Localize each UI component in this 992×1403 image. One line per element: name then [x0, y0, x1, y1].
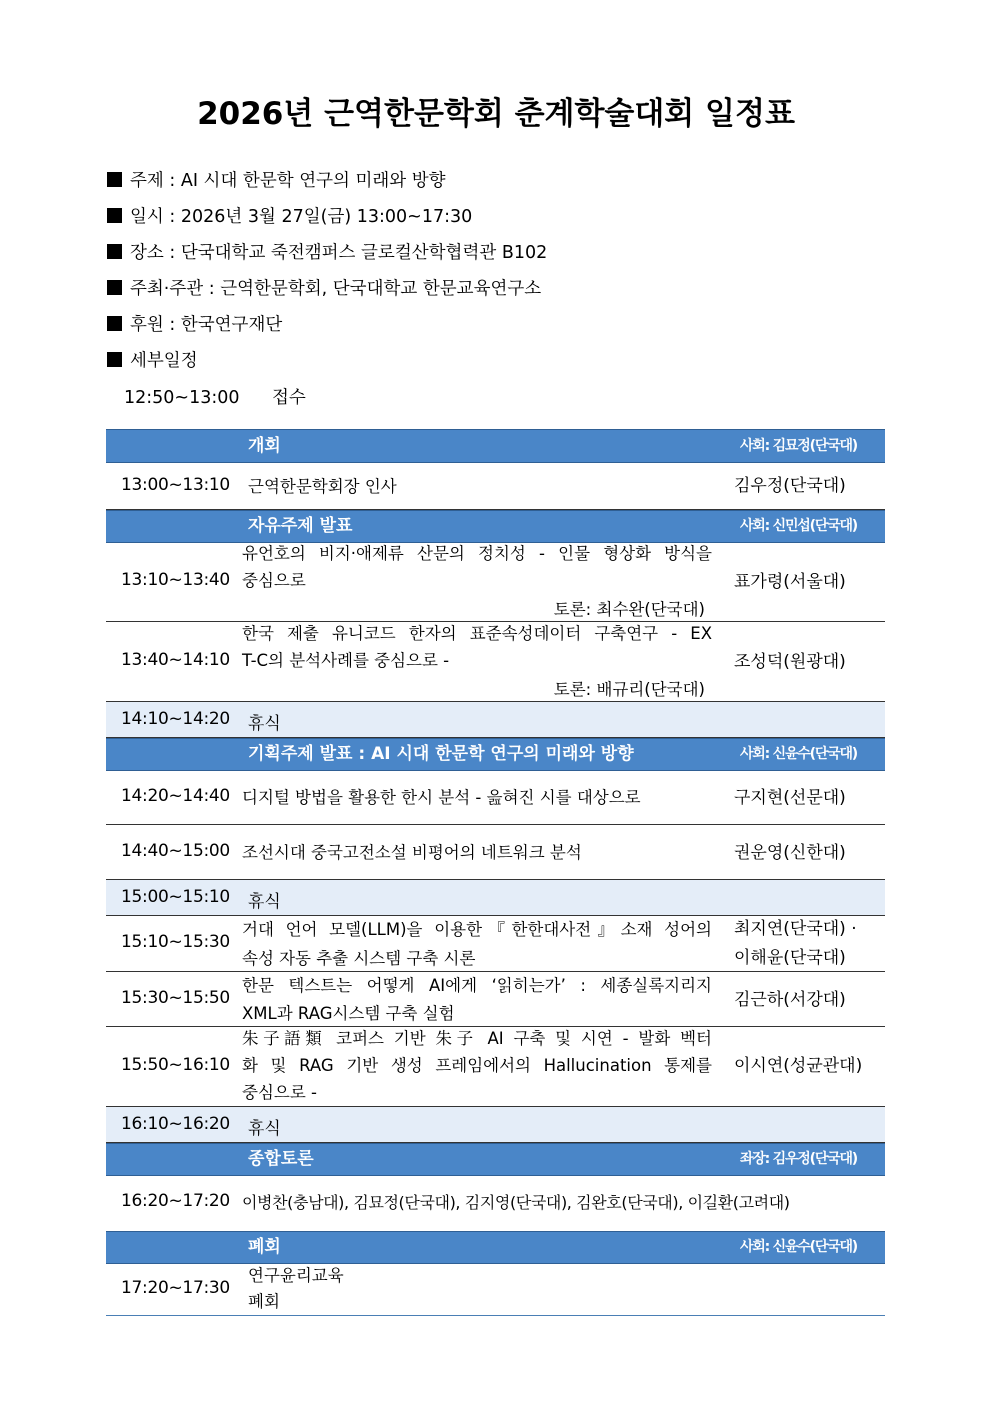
row-time: 14:40~15:00	[121, 841, 230, 861]
row-topic-line3: 중심으로 -	[242, 1083, 317, 1102]
row-discussant: 토론: 최수완(단국대)	[553, 600, 705, 619]
section-chair: 사회: 신민섭(단국대)	[739, 518, 857, 534]
row-time: 15:30~15:50	[121, 988, 230, 1008]
row-time: 13:10~13:40	[121, 570, 230, 590]
schedule-row	[106, 463, 885, 510]
bullet-square-icon	[107, 280, 122, 295]
break-label: 휴식	[248, 892, 281, 912]
row-presenter-line2: 이해윤(단국대)	[734, 948, 846, 968]
info-date: 일시 : 2026년 3월 27일(금) 13:00~17:30	[107, 203, 472, 231]
row-topic-line1: 한문 텍스트는 어떻게 AI에게 ‘읽히는가’ : 세종실록지리지	[242, 976, 712, 995]
row-topic-line2: 화 및 RAG 기반 생성 프레임에서의 Hallucination 통제를	[242, 1056, 712, 1075]
info-organizer: 주최·주관 : 근역한문학회, 단국대학교 한문교육연구소	[107, 275, 541, 303]
row-topic: 디지털 방법을 활용한 한시 분석 - 읊혀진 시를 대상으로	[242, 788, 641, 807]
section-chair: 사회: 신윤수(단국대)	[739, 746, 857, 762]
schedule-row	[106, 771, 885, 825]
section-title: 폐회	[248, 1237, 281, 1257]
schedule-row	[106, 1264, 885, 1316]
break-label: 휴식	[248, 1119, 281, 1139]
row-topic: 이병찬(충남대), 김묘정(단국대), 김지영(단국대), 김완호(단국대), 이길환(고려대)	[242, 1193, 790, 1212]
bullet-square-icon	[107, 316, 122, 331]
schedule-row	[106, 1176, 885, 1231]
row-time: 16:20~17:20	[121, 1191, 230, 1211]
row-presenter: 권운영(신한대)	[734, 843, 846, 863]
section-header-closing	[106, 1231, 885, 1264]
schedule-row	[106, 622, 885, 702]
section-header-opening	[106, 429, 885, 463]
row-topic-line2: 속성 자동 추출 시스템 구축 시론	[242, 949, 476, 968]
row-time: 16:10~16:20	[121, 1114, 230, 1134]
section-chair: 좌장: 김우정(단국대)	[739, 1151, 857, 1167]
row-topic-line1: 한국 제출 유니코드 한자의 표준속성데이터 구축연구 - EX	[242, 624, 712, 643]
section-header-general-discussion	[106, 1143, 885, 1176]
row-topic-line2: XML과 RAG시스템 구축 실험	[242, 1004, 455, 1023]
row-presenter-line1: 최지연(단국대) ·	[734, 919, 857, 939]
section-header-free-topic	[106, 510, 885, 543]
reception-line	[124, 384, 306, 412]
row-topic-line1: 연구윤리교육	[248, 1266, 344, 1285]
section-chair: 사회: 김묘정(단국대)	[739, 438, 857, 454]
bullet-square-icon	[107, 244, 122, 259]
break-label: 휴식	[248, 714, 281, 734]
row-topic-line1: 朱子語類 코퍼스 기반 朱子 AI 구축 및 시연 - 발화 벡터	[242, 1029, 712, 1048]
row-presenter: 김우정(단국대)	[734, 476, 846, 496]
reception-time: 12:50~13:00	[124, 388, 240, 408]
section-title: 자유주제 발표	[248, 516, 353, 536]
bullet-square-icon	[107, 208, 122, 223]
row-presenter: 조성덕(원광대)	[734, 652, 846, 672]
break-row	[106, 702, 885, 738]
row-time: 14:10~14:20	[121, 709, 230, 729]
section-header-planned-topic	[106, 738, 885, 771]
info-venue: 장소 : 단국대학교 죽전캠퍼스 글로컬산학협력관 B102	[107, 239, 547, 267]
row-topic-line2: 중심으로	[242, 571, 306, 590]
row-presenter: 김근하(서강대)	[734, 990, 846, 1010]
row-topic-line2: 폐회	[248, 1292, 280, 1311]
section-title: 개회	[248, 436, 281, 456]
info-sponsor: 후원 : 한국연구재단	[107, 311, 282, 339]
row-topic: 조선시대 중국고전소설 비평어의 네트워크 분석	[242, 843, 582, 862]
row-presenter: 이시연(성균관대)	[734, 1056, 863, 1076]
schedule-row	[106, 1027, 885, 1107]
row-presenter: 구지현(선문대)	[734, 788, 846, 808]
schedule-row	[106, 972, 885, 1027]
row-time: 17:20~17:30	[121, 1278, 230, 1298]
row-time: 15:10~15:30	[121, 932, 230, 952]
row-presenter: 표가령(서울대)	[734, 572, 846, 592]
row-time: 13:40~14:10	[121, 650, 230, 670]
row-topic: 근역한문학회장 인사	[248, 477, 397, 496]
row-time: 13:00~13:10	[121, 475, 230, 495]
row-time: 14:20~14:40	[121, 786, 230, 806]
schedule-row	[106, 543, 885, 622]
break-row	[106, 880, 885, 916]
reception-label: 접수	[272, 388, 306, 408]
row-topic-line1: 거대 언어 모델(LLM)을 이용한『한한대사전』소재 성어의	[242, 920, 712, 939]
bullet-square-icon	[107, 172, 122, 187]
schedule-row	[106, 916, 885, 972]
info-theme: 주제 : AI 시대 한문학 연구의 미래와 방향	[107, 167, 446, 195]
bullet-square-icon	[107, 352, 122, 367]
section-title: 종합토론	[248, 1149, 314, 1169]
row-topic-line1: 유언호의 비지·애제류 산문의 정치성 - 인물 형상화 방식을	[242, 544, 712, 563]
row-discussant: 토론: 배규리(단국대)	[553, 680, 705, 699]
row-topic-line2: T-C의 분석사례를 중심으로 -	[242, 651, 450, 670]
section-chair: 사회: 신윤수(단국대)	[739, 1239, 857, 1255]
break-row	[106, 1107, 885, 1143]
section-title: 기획주제 발표 : AI 시대 한문학 연구의 미래와 방향	[248, 744, 634, 764]
schedule-row	[106, 825, 885, 880]
row-time: 15:00~15:10	[121, 887, 230, 907]
page-title: 2026년 근역한문학회 춘계학술대회 일정표	[197, 96, 795, 132]
info-detail-schedule: 세부일정	[107, 347, 198, 375]
row-time: 15:50~16:10	[121, 1055, 230, 1075]
